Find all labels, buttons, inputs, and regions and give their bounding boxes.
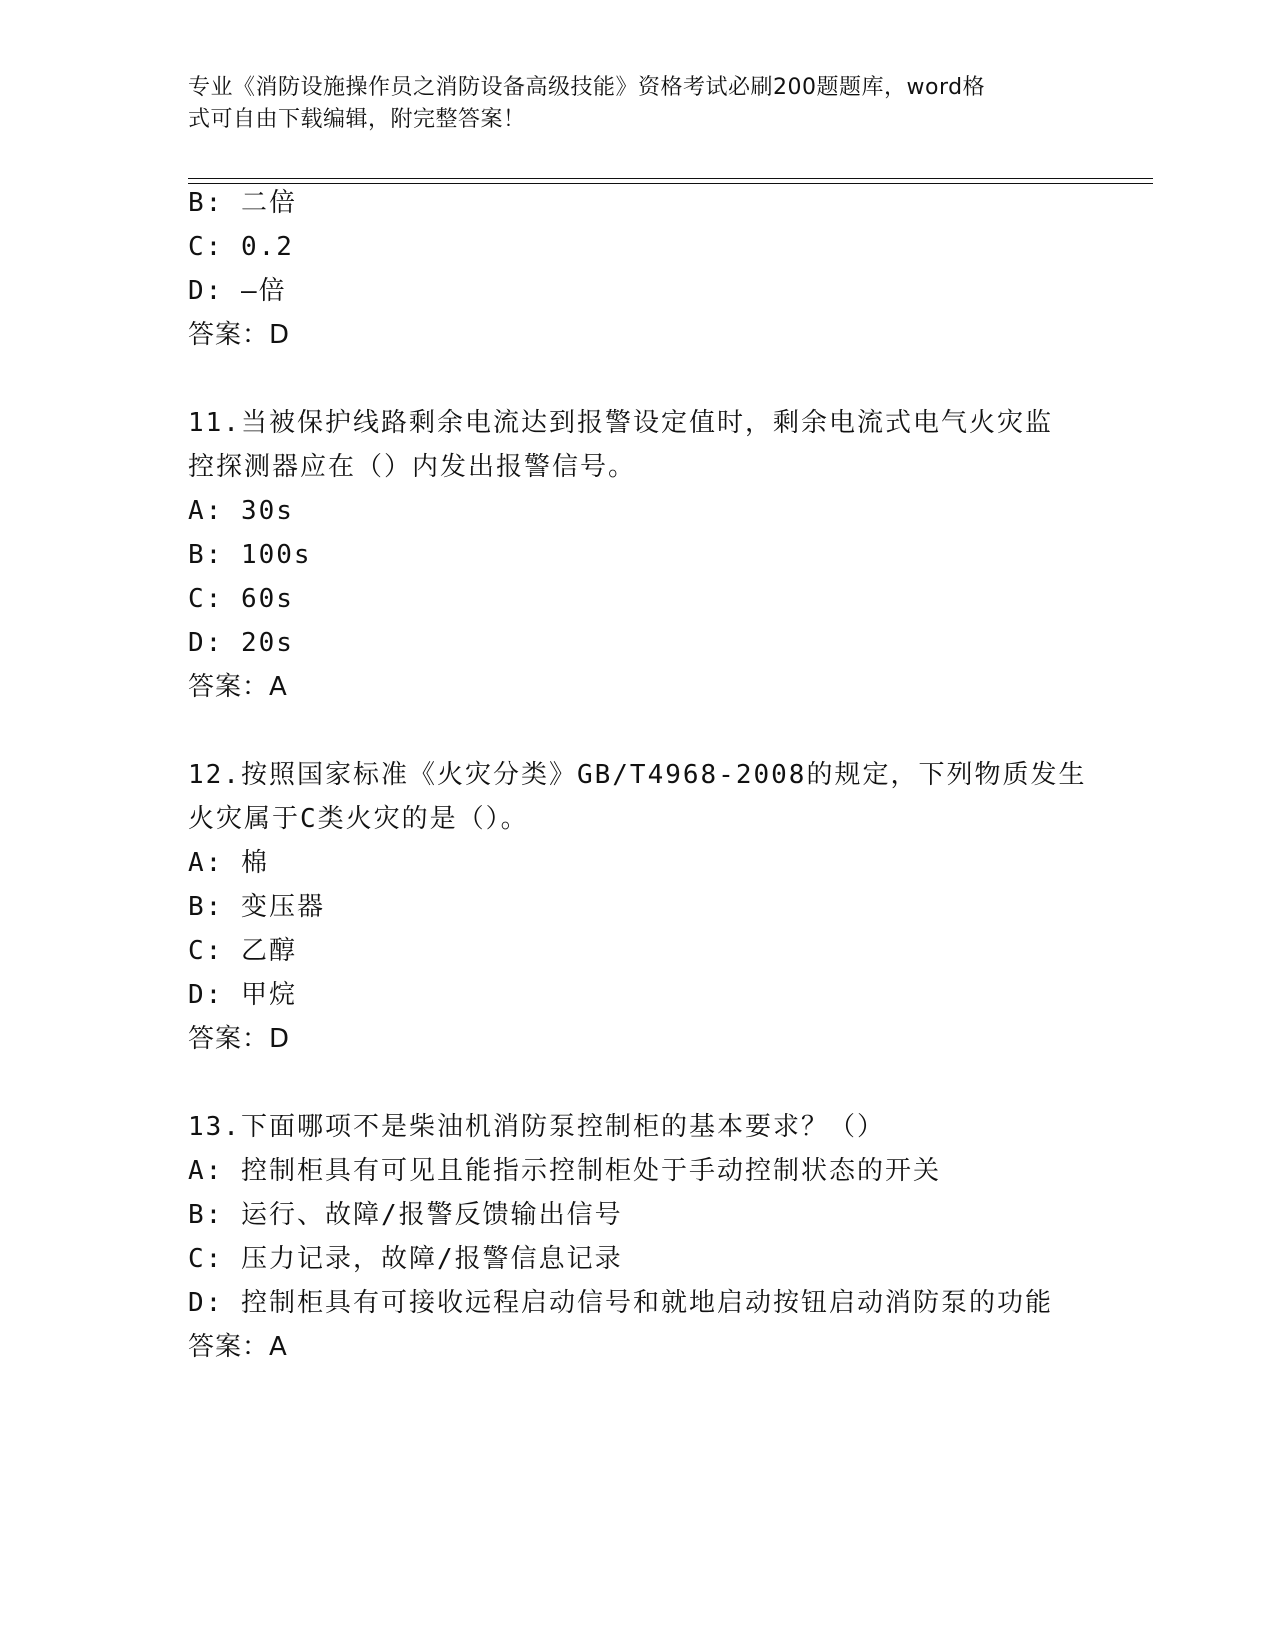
q11-option-a: A: 30s bbox=[188, 496, 294, 526]
q12-option-b: B: 变压器 bbox=[188, 892, 325, 922]
header-line-2: 式可自由下载编辑，附完整答案！ bbox=[188, 107, 526, 132]
q13-answer: 答案：A bbox=[188, 1332, 288, 1362]
q11-option-b: B: 100s bbox=[188, 540, 312, 570]
header-rule-bottom bbox=[188, 183, 1153, 184]
q13-option-a: A: 控制柜具有可见且能指示控制柜处于手动控制状态的开关 bbox=[188, 1156, 941, 1186]
q12-stem-line-2: 火灾属于C类火灾的是（）。 bbox=[188, 804, 529, 834]
q10-answer: 答案：D bbox=[188, 320, 291, 350]
q13-stem: 13.下面哪项不是柴油机消防泵控制柜的基本要求？（） bbox=[188, 1112, 885, 1142]
q10-option-d: D: —倍 bbox=[188, 276, 287, 306]
q12-answer: 答案：D bbox=[188, 1024, 291, 1054]
q10-option-c: C: 0.2 bbox=[188, 232, 294, 262]
q12-option-a: A: 棉 bbox=[188, 848, 269, 878]
q11-stem-line-2: 控探测器应在（）内发出报警信号。 bbox=[188, 452, 637, 482]
q10-option-b: B: 二倍 bbox=[188, 188, 297, 218]
q11-option-c: C: 60s bbox=[188, 584, 294, 614]
header-line-1: 专业《消防设施操作员之消防设备高级技能》资格考试必刷200题题库，word格 bbox=[188, 75, 986, 100]
document-header bbox=[188, 72, 1088, 136]
q13-option-d: D: 控制柜具有可接收远程启动信号和就地启动按钮启动消防泵的功能 bbox=[188, 1288, 1053, 1318]
q11-option-d: D: 20s bbox=[188, 628, 294, 658]
header-rule-top bbox=[188, 178, 1153, 179]
q12-option-d: D: 甲烷 bbox=[188, 980, 297, 1010]
q11-answer: 答案：A bbox=[188, 672, 288, 702]
q11-stem-line-1: 11.当被保护线路剩余电流达到报警设定值时，剩余电流式电气火灾监 bbox=[188, 408, 1053, 438]
q12-option-c: C: 乙醇 bbox=[188, 936, 297, 966]
q13-option-c: C: 压力记录，故障/报警信息记录 bbox=[188, 1244, 623, 1274]
q12-stem-line-1: 12.按照国家标准《火灾分类》GB/T4968-2008的规定，下列物质发生 bbox=[188, 760, 1087, 790]
q13-option-b: B: 运行、故障/报警反馈输出信号 bbox=[188, 1200, 623, 1230]
